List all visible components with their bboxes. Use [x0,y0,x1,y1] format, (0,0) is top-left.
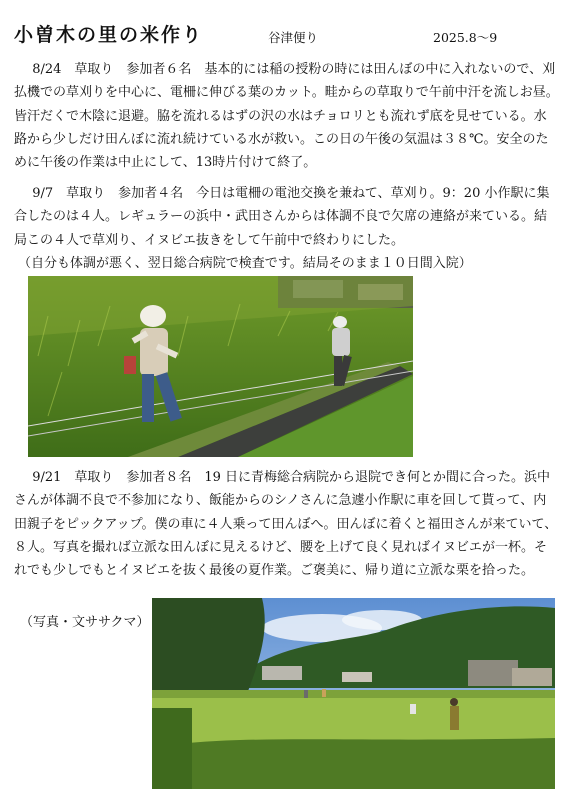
newsletter-source: 谷津便り [268,30,319,45]
page-title: 小曽木の里の米作り [14,24,204,46]
hospital-note: （自分も体調が悪く、翌日総合病院で検査です。結局そのまま１０日間入院） [18,256,472,271]
photo-text-credit: （写真・文ササクマ） [20,615,150,630]
newsletter-date: 2025.8〜9 [433,30,498,45]
rice-field-landscape-photo [152,598,555,789]
report-paragraph-sep21: 9/21 草取り 参加者８名 19 日に青梅総合病院から退院でき何とか間に合った。浜中さんが体調不良で不参加になり、飯能からのシノさんに急遽小作駅に車を回して貰って、内田親子をピックアップ。僕の車に４人乗って田んぼへ。田んぼに着くと福田さんが来ていて、８人。写真を撮れば立派な田んぼに見えるけど、腰を上げて良く見ればイヌビエが一杯。それでも少しでもとイヌビエを抜く最後の夏作業。ご褒美に、帰り道に立派な栗を拾った。 [14,470,558,579]
report-paragraph-aug24: 8/24 草取り 参加者６名 基本的には稲の授粉の時には田んぼの中に入れないので、刈払機での草刈りを中心に、電柵に伸びる葉のカット。畦からの草取りで午前中汗を流しお昼。皆汗だくで木陰に退避。脇を流れるはずの沢の水はチョロリとも流れず底を見せている。水路から少しだけ田んぼに流れ続けている水が救い。この日の午後の気温は３８℃。安全のために午後の作業は中止にして、13時片付けて終了。 [14,62,559,171]
rice-field-weeding-photo [28,276,413,457]
report-paragraph-sep7: 9/7 草取り 参加者４名 今日は電柵の電池交換を兼ねて、草刈り。9：20 小作駅に集合したのは４人。レギュラーの浜中・武田さんからは体調不良で欠席の連絡が来ている。結局この４人で草刈り、イヌビエ抜きをして午前中で終わりにした。 [14,186,550,248]
